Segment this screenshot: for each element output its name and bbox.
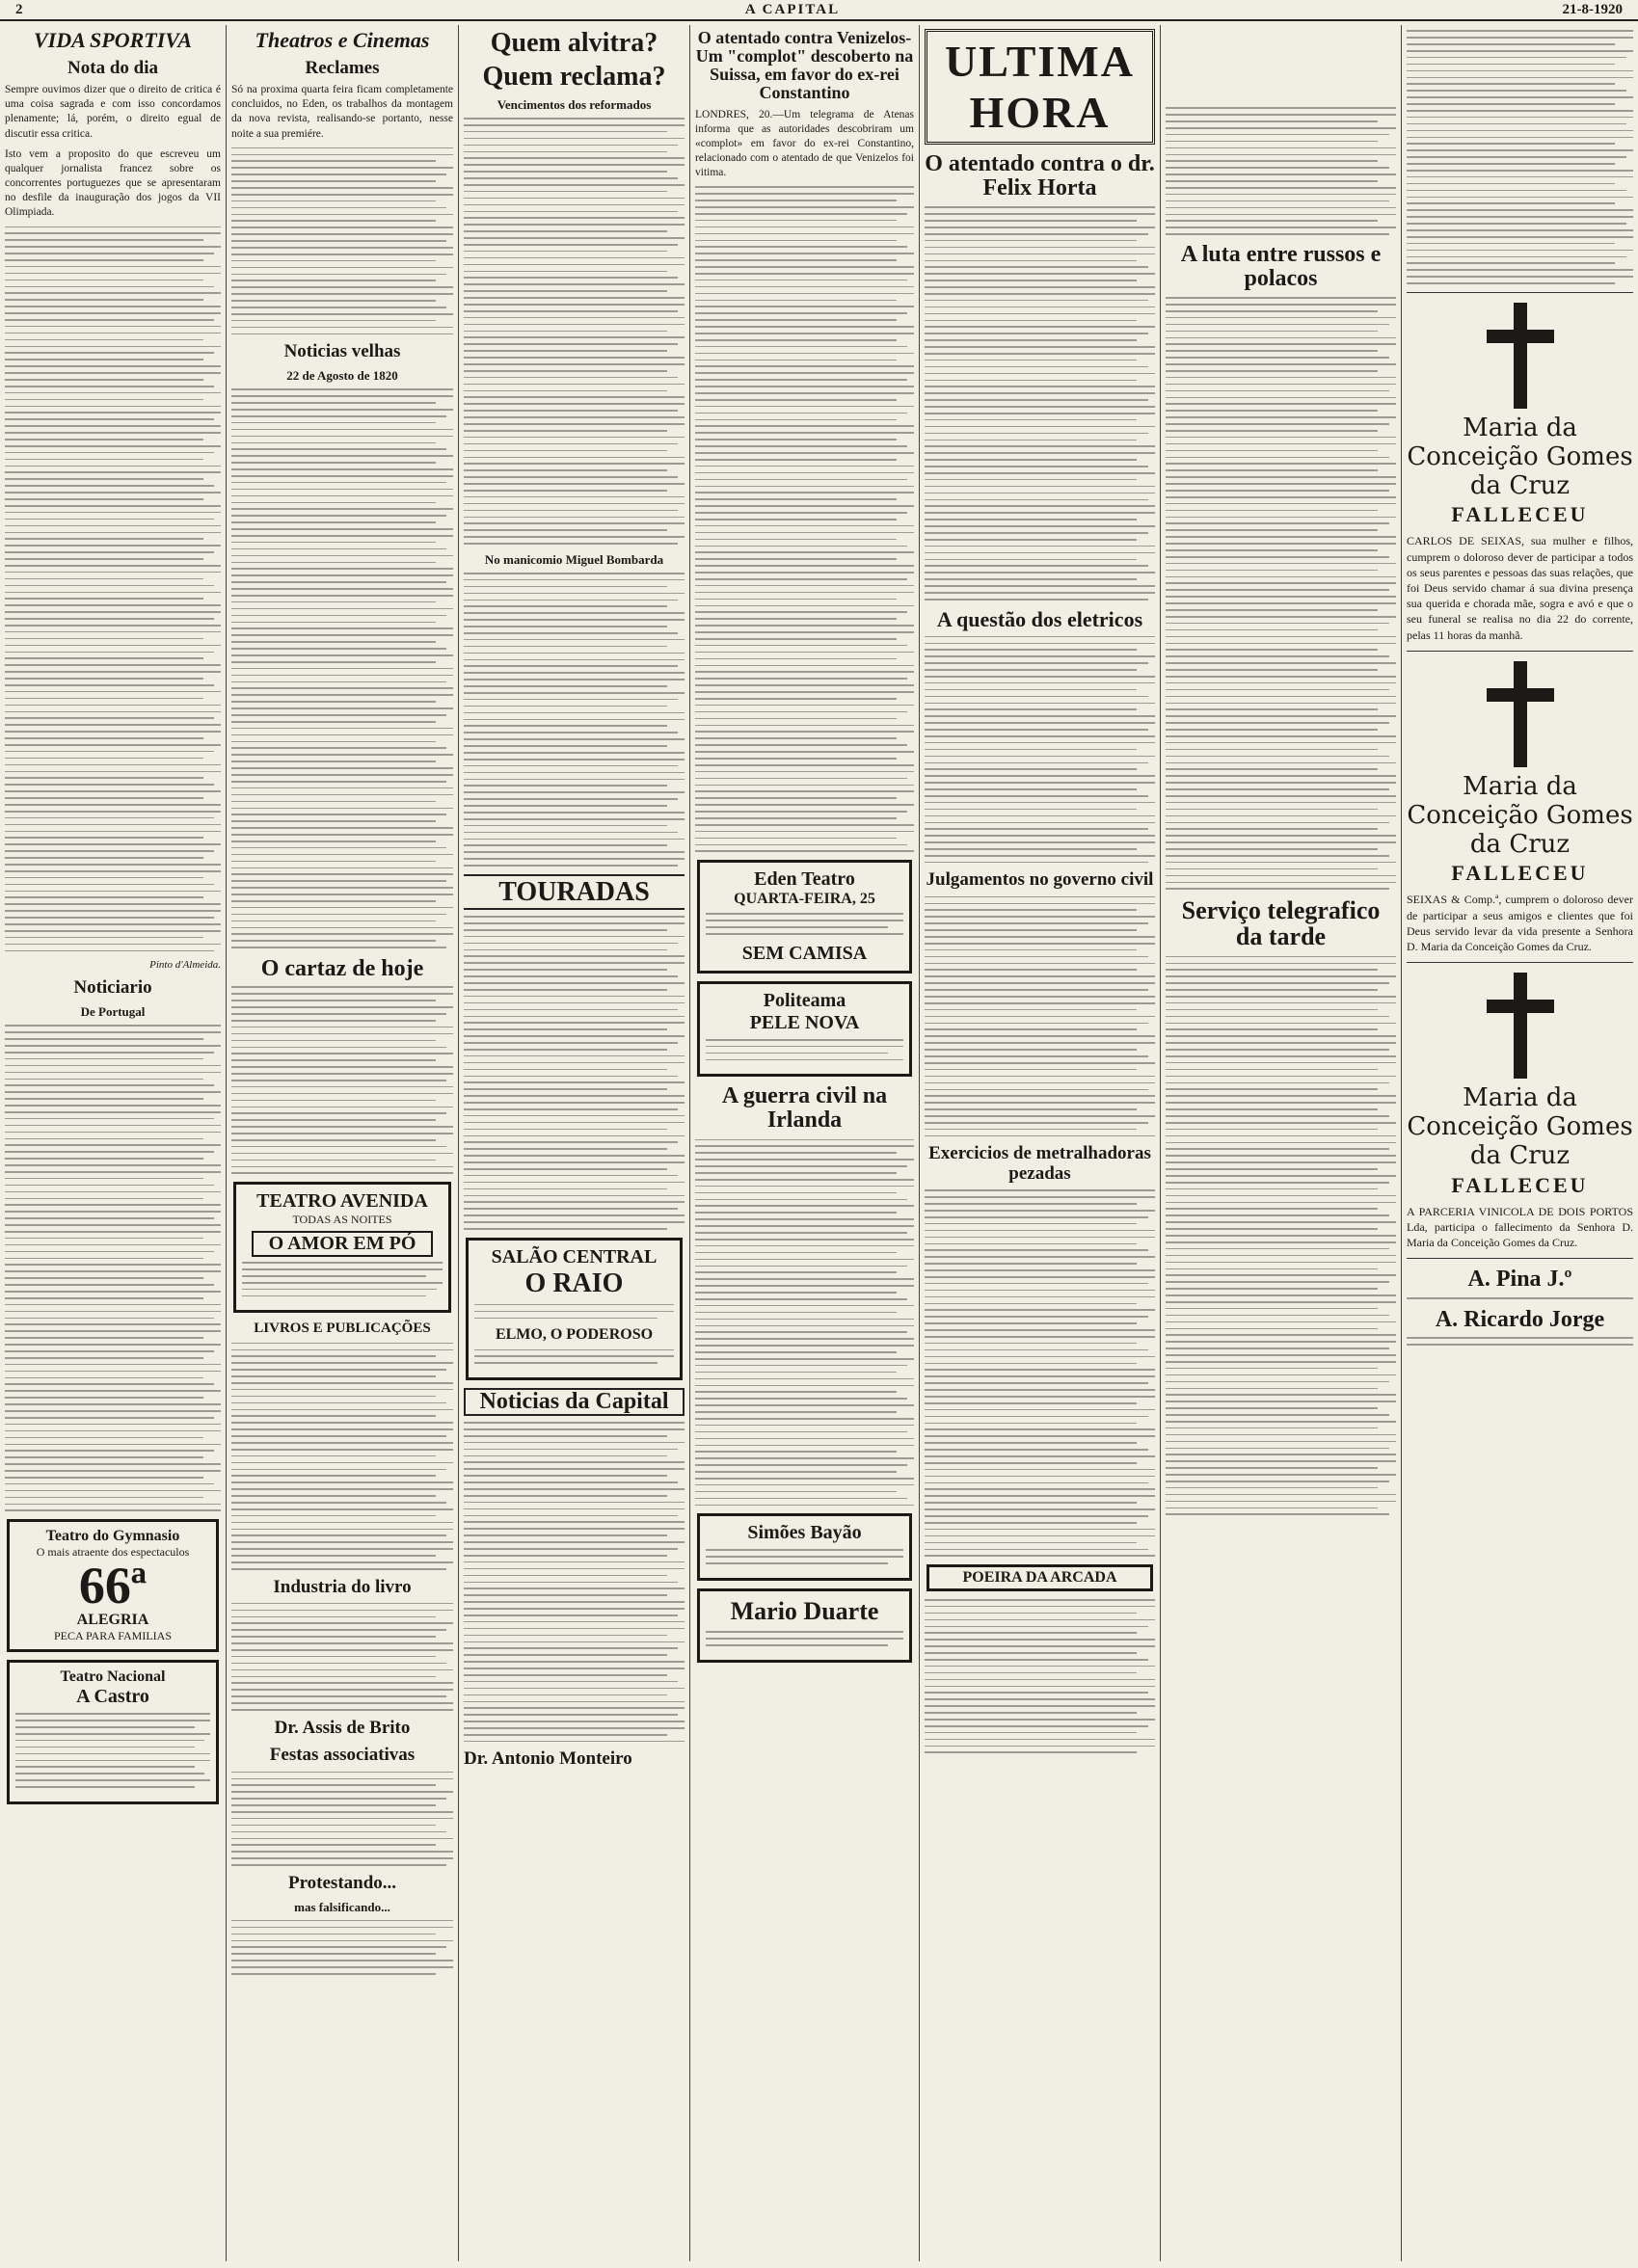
obituary-name: Maria da Conceição Gomes da Cruz [1407, 413, 1633, 500]
text-block [15, 1713, 210, 1787]
article-heading: A questão dos eletricos [936, 606, 1143, 631]
text-block [464, 573, 685, 867]
text-block [231, 986, 453, 1174]
obituary-text: CARLOS DE SEIXAS, sua mulher e filhos, cumprem o doloroso dever de participar a todos os seus parentes e pessoas das suas relações, que foi Deus servido chamar á sua divina presença sua querida e chorada mãe, sogra e avó e que o seu funeral se realisa no dia 22 do corrente, pelas 11 horas da manhã. [1407, 534, 1633, 642]
article-subheading: Vencimentos dos reformados [497, 96, 652, 112]
text-block [464, 916, 685, 1229]
masthead-date: 21-8-1920 [1562, 1, 1623, 17]
ad-ricardo-jorge: A. Ricardo Jorge [1435, 1306, 1605, 1332]
column-theatres [227, 25, 459, 2261]
ad-antonio-monteiro: Dr. Antonio Monteiro [464, 1748, 632, 1770]
mourning-cross-icon [1487, 661, 1554, 767]
text-block [695, 1139, 914, 1507]
text-block [231, 1343, 453, 1570]
article-heading: Nota do dia [67, 58, 158, 79]
article-lead: LONDRES, 20.—Um telegrama de Atenas informa que as autoridades descobriram um «complot» em favor do ex-rei Constantino, relacionado com o atentado de que Venizelos foi vitima. [695, 108, 914, 179]
text-block [695, 186, 914, 852]
text-block [1166, 107, 1396, 235]
mourning-cross-icon [1487, 303, 1554, 409]
section-title: VIDA SPORTIVA [33, 28, 193, 52]
text-block [925, 896, 1155, 1137]
text-block [1166, 956, 1396, 1515]
text-block [1166, 297, 1396, 890]
section-heading: TOURADAS [464, 874, 685, 910]
article-heading: Exercicios de metralhadoras pezadas [928, 1143, 1151, 1185]
ad-play: A Castro [76, 1686, 149, 1707]
obituary-name: Maria da Conceição Gomes da Cruz [1407, 771, 1633, 859]
ad-gymnasio [7, 1519, 219, 1652]
ultima-hora-banner: ULTIMA HORA [925, 29, 1155, 145]
page-number: 2 [15, 1, 23, 17]
obituary-text: A PARCERIA VINICOLA DE DOIS PORTOS Lda, participa o fallecimento da Senhora D. Maria da Conceição Gomes da Cruz. [1407, 1204, 1633, 1250]
text-block [231, 388, 453, 947]
text-block [706, 1631, 903, 1645]
text-block [464, 1422, 685, 1742]
obituary-falleceu: FALLECEU [1451, 1172, 1589, 1197]
column-obituaries [1402, 25, 1638, 2261]
ad-title: SALÃO CENTRAL [491, 1245, 658, 1267]
ad-play: SEM CAMISA [741, 942, 868, 964]
text-block [706, 1549, 903, 1563]
ad-title: Mario Duarte [730, 1596, 879, 1625]
ad-subtitle: ELMO, O PODEROSO [495, 1326, 654, 1344]
article-paragraph: Isto vem a proposito do que escreveu um qualquer jornalista francez sobre os concorrentes portuguezes que se apresentaram no desfile da inauguração dos jogos da VII Olimpiada. [5, 147, 221, 219]
column-sports [0, 25, 227, 2261]
text-block [231, 1772, 453, 1866]
article-subheading: No manicomio Miguel Bombarda [484, 551, 664, 567]
ad-mario-duarte [697, 1588, 912, 1663]
article-heading: Reclames [305, 58, 380, 79]
obituary-falleceu: FALLECEU [1451, 502, 1589, 527]
article-heading: Serviço telegrafico da tarde [1181, 896, 1381, 951]
text-block [242, 1262, 443, 1296]
ad-title: Teatro Nacional [60, 1668, 166, 1685]
obituary-name: Maria da Conceição Gomes da Cruz [1407, 1083, 1633, 1170]
obituary-text: SEIXAS & Comp.ª, cumprem o doloroso dever de participar a seus amigos e clientes que foi Deus servido levar da vida presente a Senhora D. Maria da Conceição Gomes da Cruz. [1407, 893, 1633, 953]
ad-teatro-avenida [233, 1182, 451, 1313]
text-block [231, 1603, 453, 1711]
text-block [231, 1920, 453, 1975]
section-subheading: De Portugal [80, 1004, 146, 1020]
section-heading: O cartaz de hoje [260, 955, 424, 981]
ad-title: TEATRO AVENIDA [256, 1190, 428, 1213]
text-block [925, 206, 1155, 600]
ad-eden-teatro [697, 860, 912, 974]
ad-tagline: PECA PARA FAMILIAS [53, 1629, 173, 1642]
article-heading: A luta entre russos e polacos [1180, 241, 1382, 291]
section-heading: Noticias da Capital [464, 1388, 685, 1416]
text-block [706, 1039, 903, 1060]
section-heading: Festas associativas [269, 1745, 416, 1766]
mourning-cross-icon [1487, 973, 1554, 1079]
section-heading: Noticiario [73, 977, 152, 999]
article-lead: Sempre ouvimos dizer que o direito de critica é uma coisa sagrada e com isso concordamos plenamente; lá, porém, o direito egual de discutir essa critica. [5, 83, 221, 140]
ad-subtitle: TODAS AS NOITES [292, 1213, 392, 1227]
column-ultima-hora-left [920, 25, 1161, 2261]
section-subheading: mas falsificando... [294, 1899, 390, 1914]
text-block [925, 1189, 1155, 1557]
obituary-falleceu: FALLECEU [1451, 861, 1589, 886]
section-heading: LIVROS E PUBLICAÇÕES [254, 1321, 431, 1337]
ad-play: PELE NOVA [749, 1011, 860, 1033]
article-heading: O atentado contra Venizelos-Um "complot" descoberto na Suissa, em favor do ex-rei Constantino [695, 28, 914, 102]
section-title: Theatros e Cinemas [255, 28, 430, 52]
article-heading: Quem alvitra? [490, 28, 658, 58]
ad-simoes-bayao [697, 1513, 912, 1581]
article-heading: Quem reclama? [482, 62, 666, 93]
masthead-bar [0, 0, 1638, 21]
ad-subtitle: O mais atraente dos espectaculos [36, 1545, 190, 1559]
section-heading: Noticias velhas [283, 341, 401, 362]
ad-teatro-nacional [7, 1660, 219, 1804]
ad-title: Politeama [763, 989, 846, 1011]
column-quem-alvitra [459, 25, 690, 2261]
text-block [706, 913, 903, 934]
section-title: POEIRA DA ARCADA [962, 1568, 1117, 1586]
article-lead: Só na proxima quarta feira ficam completamente concluidos, no Eden, os trabalhos da montagem da nova revista, realisando-se portanto, nesse noite a sua premiére. [231, 83, 453, 140]
article-heading: Julgamentos no governo civil [926, 869, 1154, 891]
article-heading: A guerra civil na Irlanda [721, 1083, 888, 1134]
ad-politeama [697, 981, 912, 1078]
column-venizelos [690, 25, 920, 2261]
ad-play: O RAIO [524, 1267, 624, 1298]
text-block [231, 147, 453, 335]
ad-play: ALEGRIA [76, 1612, 149, 1628]
text-block [474, 1304, 674, 1319]
masthead-name: A CAPITAL [744, 1, 841, 17]
ad-subtitle: QUARTA-FEIRA, 25 [734, 891, 875, 908]
ad-title: Simões Bayão [747, 1522, 862, 1544]
text-block [5, 227, 221, 952]
ad-salao-central [466, 1238, 683, 1380]
text-block [464, 118, 685, 545]
article-signature: Pinto d'Almeida. [149, 959, 221, 972]
ad-title: Eden Teatro [754, 868, 855, 891]
column-ultima-hora-right [1161, 25, 1402, 2261]
ad-title: Teatro do Gymnasio [45, 1528, 180, 1544]
section-heading: Protestando... [287, 1872, 397, 1893]
section-heading: Industria do livro [273, 1576, 412, 1597]
poeira-da-arcada-title [926, 1564, 1153, 1591]
ad-assis-de-brito: Dr. Assis de Brito [274, 1717, 411, 1738]
article-heading: O atentado contra o dr. Felix Horta [925, 151, 1155, 201]
text-block [1407, 1337, 1633, 1345]
ad-pina: A. Pina J.º [1467, 1267, 1572, 1293]
text-block [1407, 1297, 1633, 1299]
text-block [925, 1599, 1155, 1753]
text-block [1407, 30, 1633, 283]
section-date: 22 de Agosto de 1820 [286, 368, 398, 384]
text-block [474, 1349, 674, 1364]
text-block [5, 1025, 221, 1511]
ad-number: 66ª [78, 1557, 148, 1614]
ad-play: O AMOR EM PÓ [252, 1231, 433, 1257]
text-block [925, 636, 1155, 864]
